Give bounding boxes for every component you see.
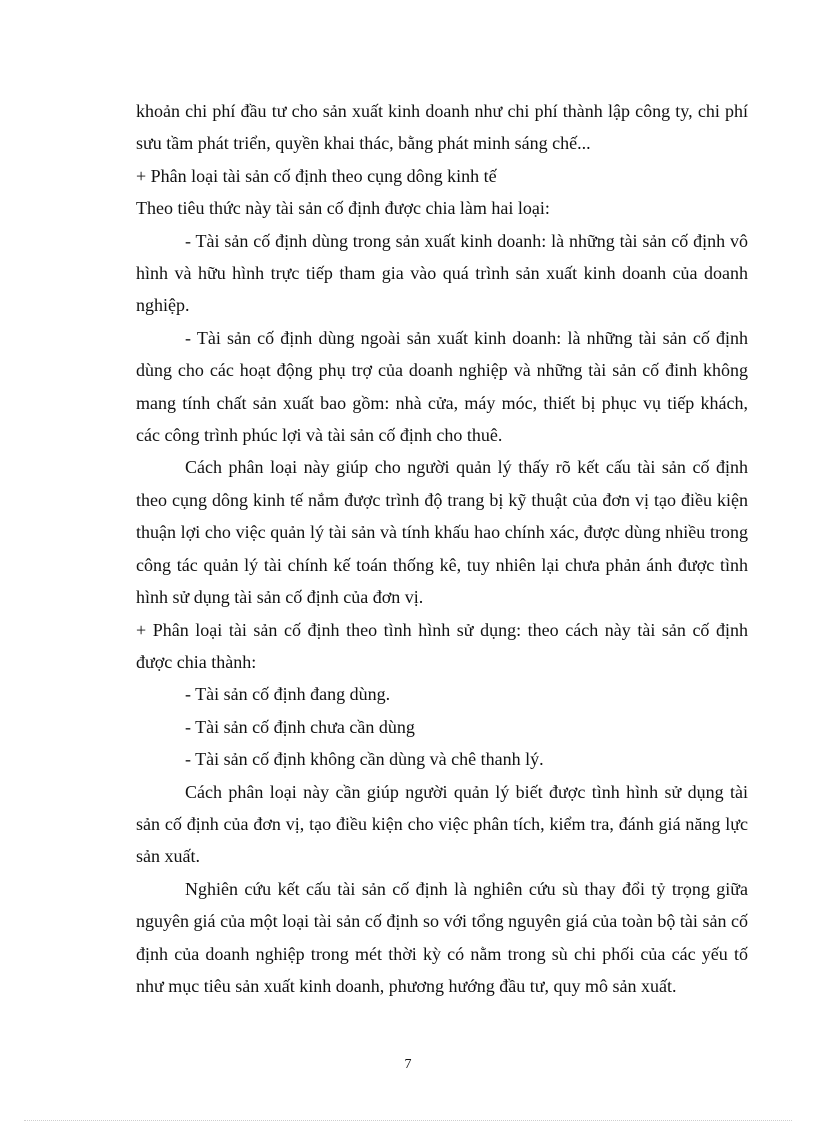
paragraph-assets-in-production: - Tài sản cố định dùng trong sản xuất kinh doanh: là những tài sản cố định vô hình và hữu hình trực tiếp tham gia vào quá trình sản xuất kinh doanh của doanh nghiệp. — [136, 230, 748, 316]
paragraph-asset-structure-research: Nghiên cứu kết cấu tài sản cố định là nghiên cứu sù thay đổi tỷ trọng giữa nguyên giá của một loại tài sản cố định so với tổng nguyên giá của toàn bộ tài sản cố định của doanh nghiệp trong mét thời kỳ có nằm trong sù chi phối của các yếu tố như mục tiêu sản xuất kinh doanh, phương hướng đầu tư, quy mô sản xuất. — [136, 878, 748, 996]
page-number: 7 — [404, 1057, 412, 1072]
list-item-not-yet-needed: - Tài sản cố định chưa cần dùng — [185, 716, 415, 737]
heading-classification-usage-status: + Phân loại tài sản cố định theo tình hình sử dụng: theo cách này tài sản cố định được chia thành: — [136, 619, 748, 672]
document-body — [136, 95, 748, 1002]
paragraph-usage-classification-benefit: Cách phân loại này cần giúp người quản lý biết được tình hình sử dụng tài sản cố định của đơn vị, tạo điều kiện cho việc phân tích, kiểm tra, đánh giá năng lực sản xuất. — [136, 781, 748, 867]
list-item-unneeded-liquidation: - Tài sản cố định không cần dùng và chê thanh lý. — [185, 749, 544, 770]
paragraph-classification-benefit: Cách phân loại này giúp cho người quản lý thấy rõ kết cấu tài sản cố định theo cụng dông kinh tế nắm được trình độ trang bị kỹ thuật của đơn vị tạo điều kiện thuận lợi cho việc quản lý tài sản và tính khấu hao chính xác, được dùng nhiều trong công tác quản lý tài chính kế toán thống kê, tuy nhiên lại chưa phản ánh được tình hình sử dụng tài sản cố định của đơn vị. — [136, 457, 748, 608]
paragraph-intro-two-types: Theo tiêu thức này tài sản cố định được chia làm hai loại: — [136, 198, 550, 219]
page-bottom-border — [24, 1120, 792, 1121]
paragraph-continuation: khoản chi phí đầu tư cho sản xuất kinh doanh như chi phí thành lập công ty, chi phí sưu tầm phát triển, quyền khai thác, bằng phát minh sáng chế... — [136, 101, 748, 154]
paragraph-assets-outside-production: - Tài sản cố định dùng ngoài sản xuất kinh doanh: là những tài sản cố định dùng cho các hoạt động phụ trợ của doanh nghiệp và những tài sản cố đinh không mang tính chất sản xuất bao gồm: nhà cửa, máy móc, thiết bị phục vụ tiếp khách, các công trình phúc lợi và tài sản cố định cho thuê. — [136, 327, 748, 446]
heading-classification-economic-use: + Phân loại tài sản cố định theo cụng dông kinh tế — [136, 165, 497, 186]
list-item-in-use: - Tài sản cố định đang dùng. — [185, 684, 391, 705]
